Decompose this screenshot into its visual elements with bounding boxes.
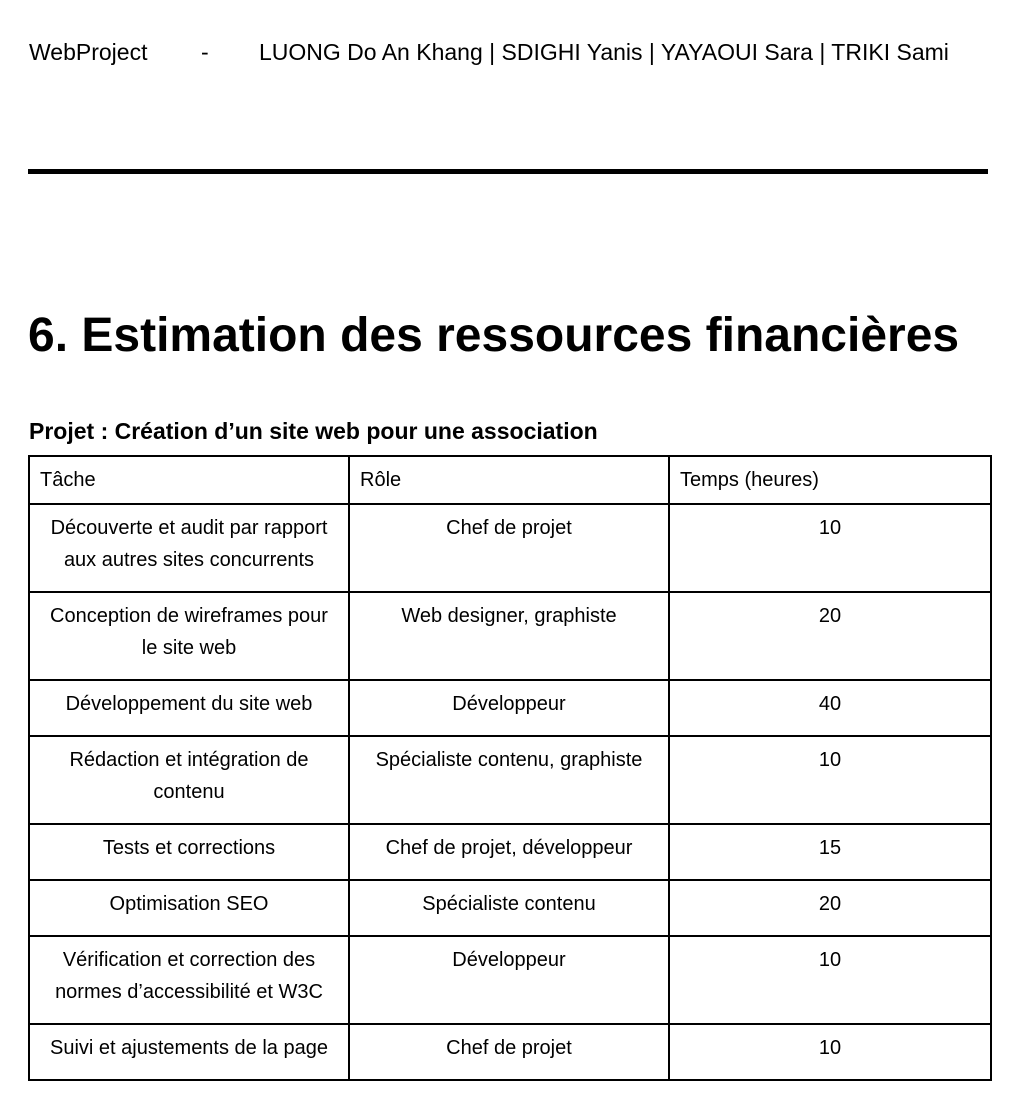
hours-cell: 20 — [669, 880, 991, 936]
column-header-task: Tâche — [29, 456, 349, 504]
header-separator: - — [201, 39, 209, 65]
project-subtitle: Projet : Création d’un site web pour une association — [29, 418, 598, 444]
authors-list: LUONG Do An Khang | SDIGHI Yanis | YAYAOUI Sara | TRIKI Sami — [259, 39, 949, 65]
table-row — [29, 936, 991, 1024]
resource-estimation-table — [28, 455, 992, 1081]
table-row — [29, 680, 991, 736]
hours-cell: 10 — [669, 1024, 991, 1080]
task-cell: Suivi et ajustements de la page — [29, 1024, 349, 1080]
role-cell: Chef de projet, développeur — [349, 824, 669, 880]
hours-cell: 10 — [669, 736, 991, 824]
table-row — [29, 504, 991, 592]
task-cell: Conception de wireframes pour le site web — [29, 592, 349, 680]
role-cell: Chef de projet — [349, 504, 669, 592]
role-cell: Spécialiste contenu, graphiste — [349, 736, 669, 824]
document-header — [29, 38, 949, 66]
task-cell: Optimisation SEO — [29, 880, 349, 936]
table-row — [29, 592, 991, 680]
table-row — [29, 824, 991, 880]
table-header-row — [29, 456, 991, 504]
role-cell: Développeur — [349, 680, 669, 736]
project-name: WebProject — [29, 39, 148, 65]
role-cell: Spécialiste contenu — [349, 880, 669, 936]
task-cell: Rédaction et intégration de contenu — [29, 736, 349, 824]
table-row — [29, 880, 991, 936]
column-header-hours: Temps (heures) — [669, 456, 991, 504]
role-cell: Chef de projet — [349, 1024, 669, 1080]
task-cell: Vérification et correction des normes d’accessibilité et W3C — [29, 936, 349, 1024]
hours-cell: 20 — [669, 592, 991, 680]
task-cell: Tests et corrections — [29, 824, 349, 880]
column-header-role: Rôle — [349, 456, 669, 504]
role-cell: Développeur — [349, 936, 669, 1024]
role-cell: Web designer, graphiste — [349, 592, 669, 680]
hours-cell: 10 — [669, 936, 991, 1024]
hours-cell: 15 — [669, 824, 991, 880]
section-title: 6. Estimation des ressources financières — [28, 309, 960, 362]
hours-cell: 40 — [669, 680, 991, 736]
header-rule — [28, 169, 988, 174]
hours-cell: 10 — [669, 504, 991, 592]
task-cell: Développement du site web — [29, 680, 349, 736]
task-cell: Découverte et audit par rapport aux autres sites concurrents — [29, 504, 349, 592]
table-row — [29, 1024, 991, 1080]
table-row — [29, 736, 991, 824]
